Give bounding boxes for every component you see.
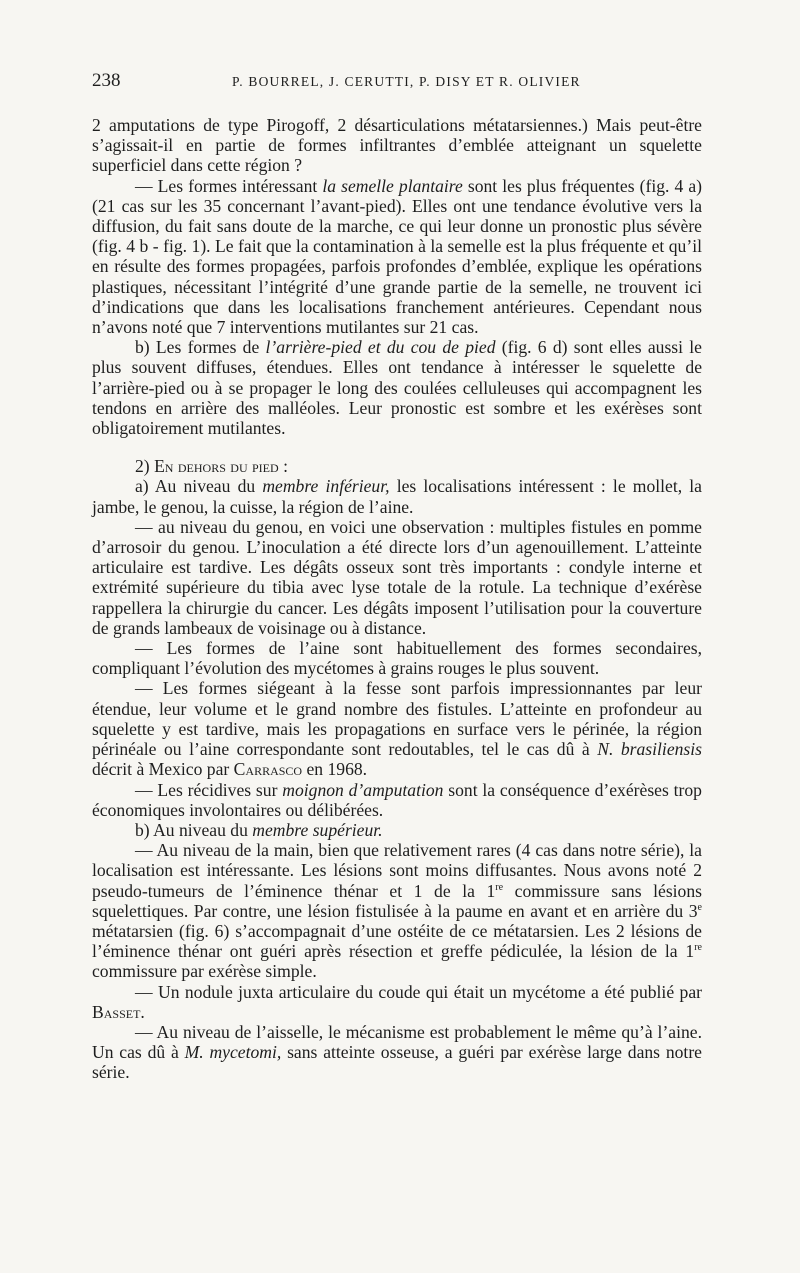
paragraph: — Les formes intéressant la semelle plantaire sont les plus fréquentes (fig. 4 a) (21 cas sur les 35 concernant l’avant-pied). Elles ont une tendance évolutive vers la diffusion, du fait sans doute de la marche, ce qui leur donne un pronostic plus sévère (fig. 4 b - fig. 1). Le fait que la contamination à la semelle est la plus fréquente et qu’il en résulte des formes propagées, parfois profondes d’emblée, explique les opérations plastiques, nécessitant l’intégrité d’une grande partie de la semelle, ne trouvent ici d’indications que dans les localisations franchement antérieures. Cependant nous n’avons noté que 7 interventions mutilantes sur 21 cas.	[92, 175, 703, 338]
paragraph: — au niveau du genou, en voici une observation : multiples fistules en pomme d’arrosoir du genou. L’inoculation a été directe lors d’un agenouillement. L’atteinte articulaire est tardive. Les dégâts osseux sont très importants : condyle interne et extrémité supérieure du tibia avec lyse totale de la rotule. La technique d’exérèse rappellera la chirurgie du cancer. Les dégâts imposent l’utilisation pour la couverture de grands lambeaux de voisinage ou à distance.	[92, 516, 702, 638]
body-text	[92, 115, 702, 1083]
section-heading: 2) En dehors du pied :	[135, 456, 288, 477]
paragraph: b) Les formes de l’arrière-pied et du cou de pied (fig. 6 d) sont elles aussi le plus souvent diffuses, étendues. Elles ont tendance à intéresser le squelette de l’arrière-pied ou à se propager le long des coulées celluleuses qui accompagnent les tendons en arrière des malléoles. Leur pronostic est sombre et les exérèses sont obligatoirement mutilantes.	[92, 337, 702, 439]
paragraph: — Au niveau de la main, bien que relativement rares (4 cas dans notre série), la localisation est intéressante. Les lésions sont moins diffusantes. Nous avons noté 2 pseudo-tumeurs de l’éminence thénar et 1 de la 1re commissure sans lésions squelettiques. Par contre, une lésion fistulisée à la paume en avant et en arrière du 3e métatarsien (fig. 6) s’accompagnait d’une ostéite de ce métatarsien. Les 2 lésions de l’éminence thénar ont guéri après résection et greffe pédiculée, la lésion de la 1re commissure par exérèse simple.	[92, 840, 702, 982]
paragraph: 2 amputations de type Pirogoff, 2 désarticulations métatarsiennes.) Mais peut-être s’agissait-il en partie de formes infiltrantes d’emblée atteignant un squelette superficiel dans cette région ?	[92, 115, 702, 176]
page-header	[92, 70, 702, 100]
page-number: 238	[92, 70, 121, 91]
paragraph: — Les formes de l’aine sont habituellement des formes secondaires, compliquant l’évolution des mycétomes à grains rouges le plus souvent.	[92, 638, 702, 679]
paragraph: — Un nodule juxta articulaire du coude qui était un mycétome a été publié par Basset.	[92, 981, 702, 1022]
paragraph: — Au niveau de l’aisselle, le mécanisme est probablement le même qu’à l’aine. Un cas dû à M. mycetomi, sans atteinte osseuse, a guéri par exérèse large dans notre série.	[92, 1021, 702, 1083]
paragraph: — Les récidives sur moignon d’amputation sont la conséquence d’exérèses trop économiques involontaires ou délibérées.	[92, 779, 702, 820]
paragraph: — Les formes siégeant à la fesse sont parfois impressionnantes par leur étendue, leur volume et le grand nombre des fistules. L’atteinte en profondeur au squelette y est tardive, mais les propagations en surface vers le périnée, la région périnéale ou l’aine correspondante sont redoutables, tel le cas dû à N. brasiliensis décrit à Mexico par Carrasco en 1968.	[92, 678, 703, 780]
paragraph: a) Au niveau du membre inférieur, les localisations intéressent : le mollet, la jambe, le genou, la cuisse, la région de l’aine.	[92, 476, 702, 517]
running-head: P. BOURREL, J. CERUTTI, P. DISY ET R. OLIVIER	[232, 74, 581, 89]
subsection-heading: b) Au niveau du membre supérieur.	[135, 819, 383, 840]
